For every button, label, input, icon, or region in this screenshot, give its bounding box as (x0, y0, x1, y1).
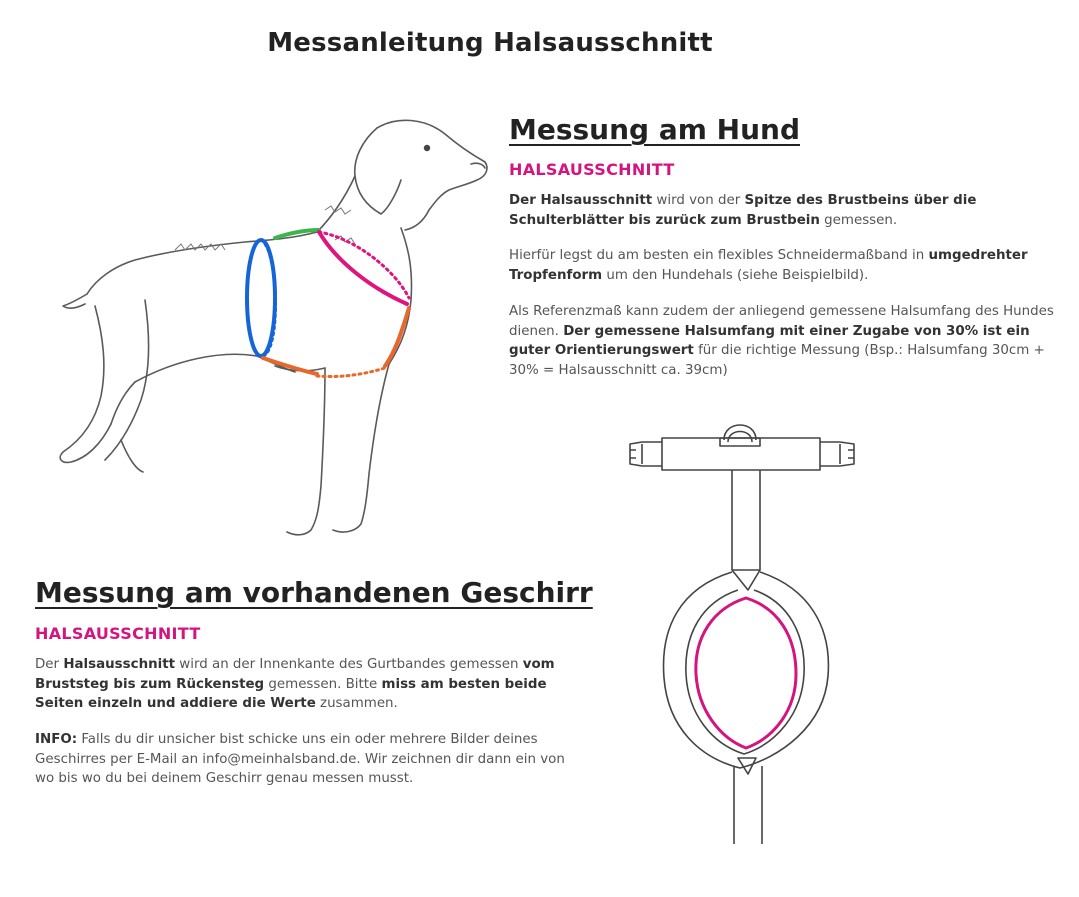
text-run: wird an der Innenkante des Gurtbandes gemessen (175, 657, 523, 672)
text-run: Spitze des Brustbeins über die Schulterblätter bis zurück zum Brustbein (509, 193, 977, 228)
dog-section-paragraph-2 (509, 246, 1069, 285)
harness-illustration-icon (620, 408, 870, 848)
text-run: INFO: (35, 732, 78, 747)
text-run: Halsausschnitt (63, 657, 176, 672)
text-run: für die richtige Messung (Bsp.: Halsumfang 30cm + 30% = Halsausschnitt ca. 39cm) (509, 343, 1045, 379)
harness-section-paragraph-1 (35, 655, 580, 714)
harness-section-subheading: HALSAUSSCHNITT (35, 624, 201, 643)
dog-section-heading: Messung am Hund (509, 113, 801, 146)
text-run: Als Referenzmaß kann zudem der anliegend gemessene Halsumfang des Hundes dienen. (509, 304, 1054, 339)
text-run: umgedrehter Tropfenform (509, 248, 1028, 283)
dog-illustration-icon (25, 110, 495, 540)
text-run: zusammen. (315, 696, 398, 712)
text-run: Der Halsausschnitt (509, 193, 653, 208)
text-run: gemessen. Bitte (264, 676, 382, 692)
dog-section-subheading: HALSAUSSCHNITT (509, 160, 675, 179)
dog-section-paragraph-3 (509, 302, 1074, 381)
text-run: Der gemessene Halsumfang mit einer Zugabe von 30% ist ein guter Orientierungswert (509, 323, 1030, 359)
page-title: Messanleitung Halsausschnitt (267, 28, 713, 58)
text-run: Falls du dir unsicher bist schicke uns ein oder mehrere Bilder deines Geschirres per E-Mail an info@meinhalsband.de. Wir zeichnen dir dann ein von wo bis wo du bei deinem Geschirr genau messen musst. (35, 732, 565, 787)
harness-section-heading: Messung am vorhandenen Geschirr (35, 576, 593, 609)
text-run: um den Hundehals (siehe Beispielbild). (602, 267, 869, 283)
text-run: gemessen. (819, 212, 898, 228)
text-run: Der (35, 657, 64, 672)
dog-section-paragraph-1 (509, 191, 1074, 230)
text-run: wird von der (652, 193, 745, 208)
text-run: vom Bruststeg bis zum Rückensteg (35, 657, 555, 692)
harness-section-paragraph-2 (35, 730, 565, 789)
text-run: Hierfür legst du am besten ein flexibles Schneidermaßband in (509, 248, 929, 263)
text-run: miss am besten beide Seiten einzeln und addiere die Werte (35, 676, 547, 712)
